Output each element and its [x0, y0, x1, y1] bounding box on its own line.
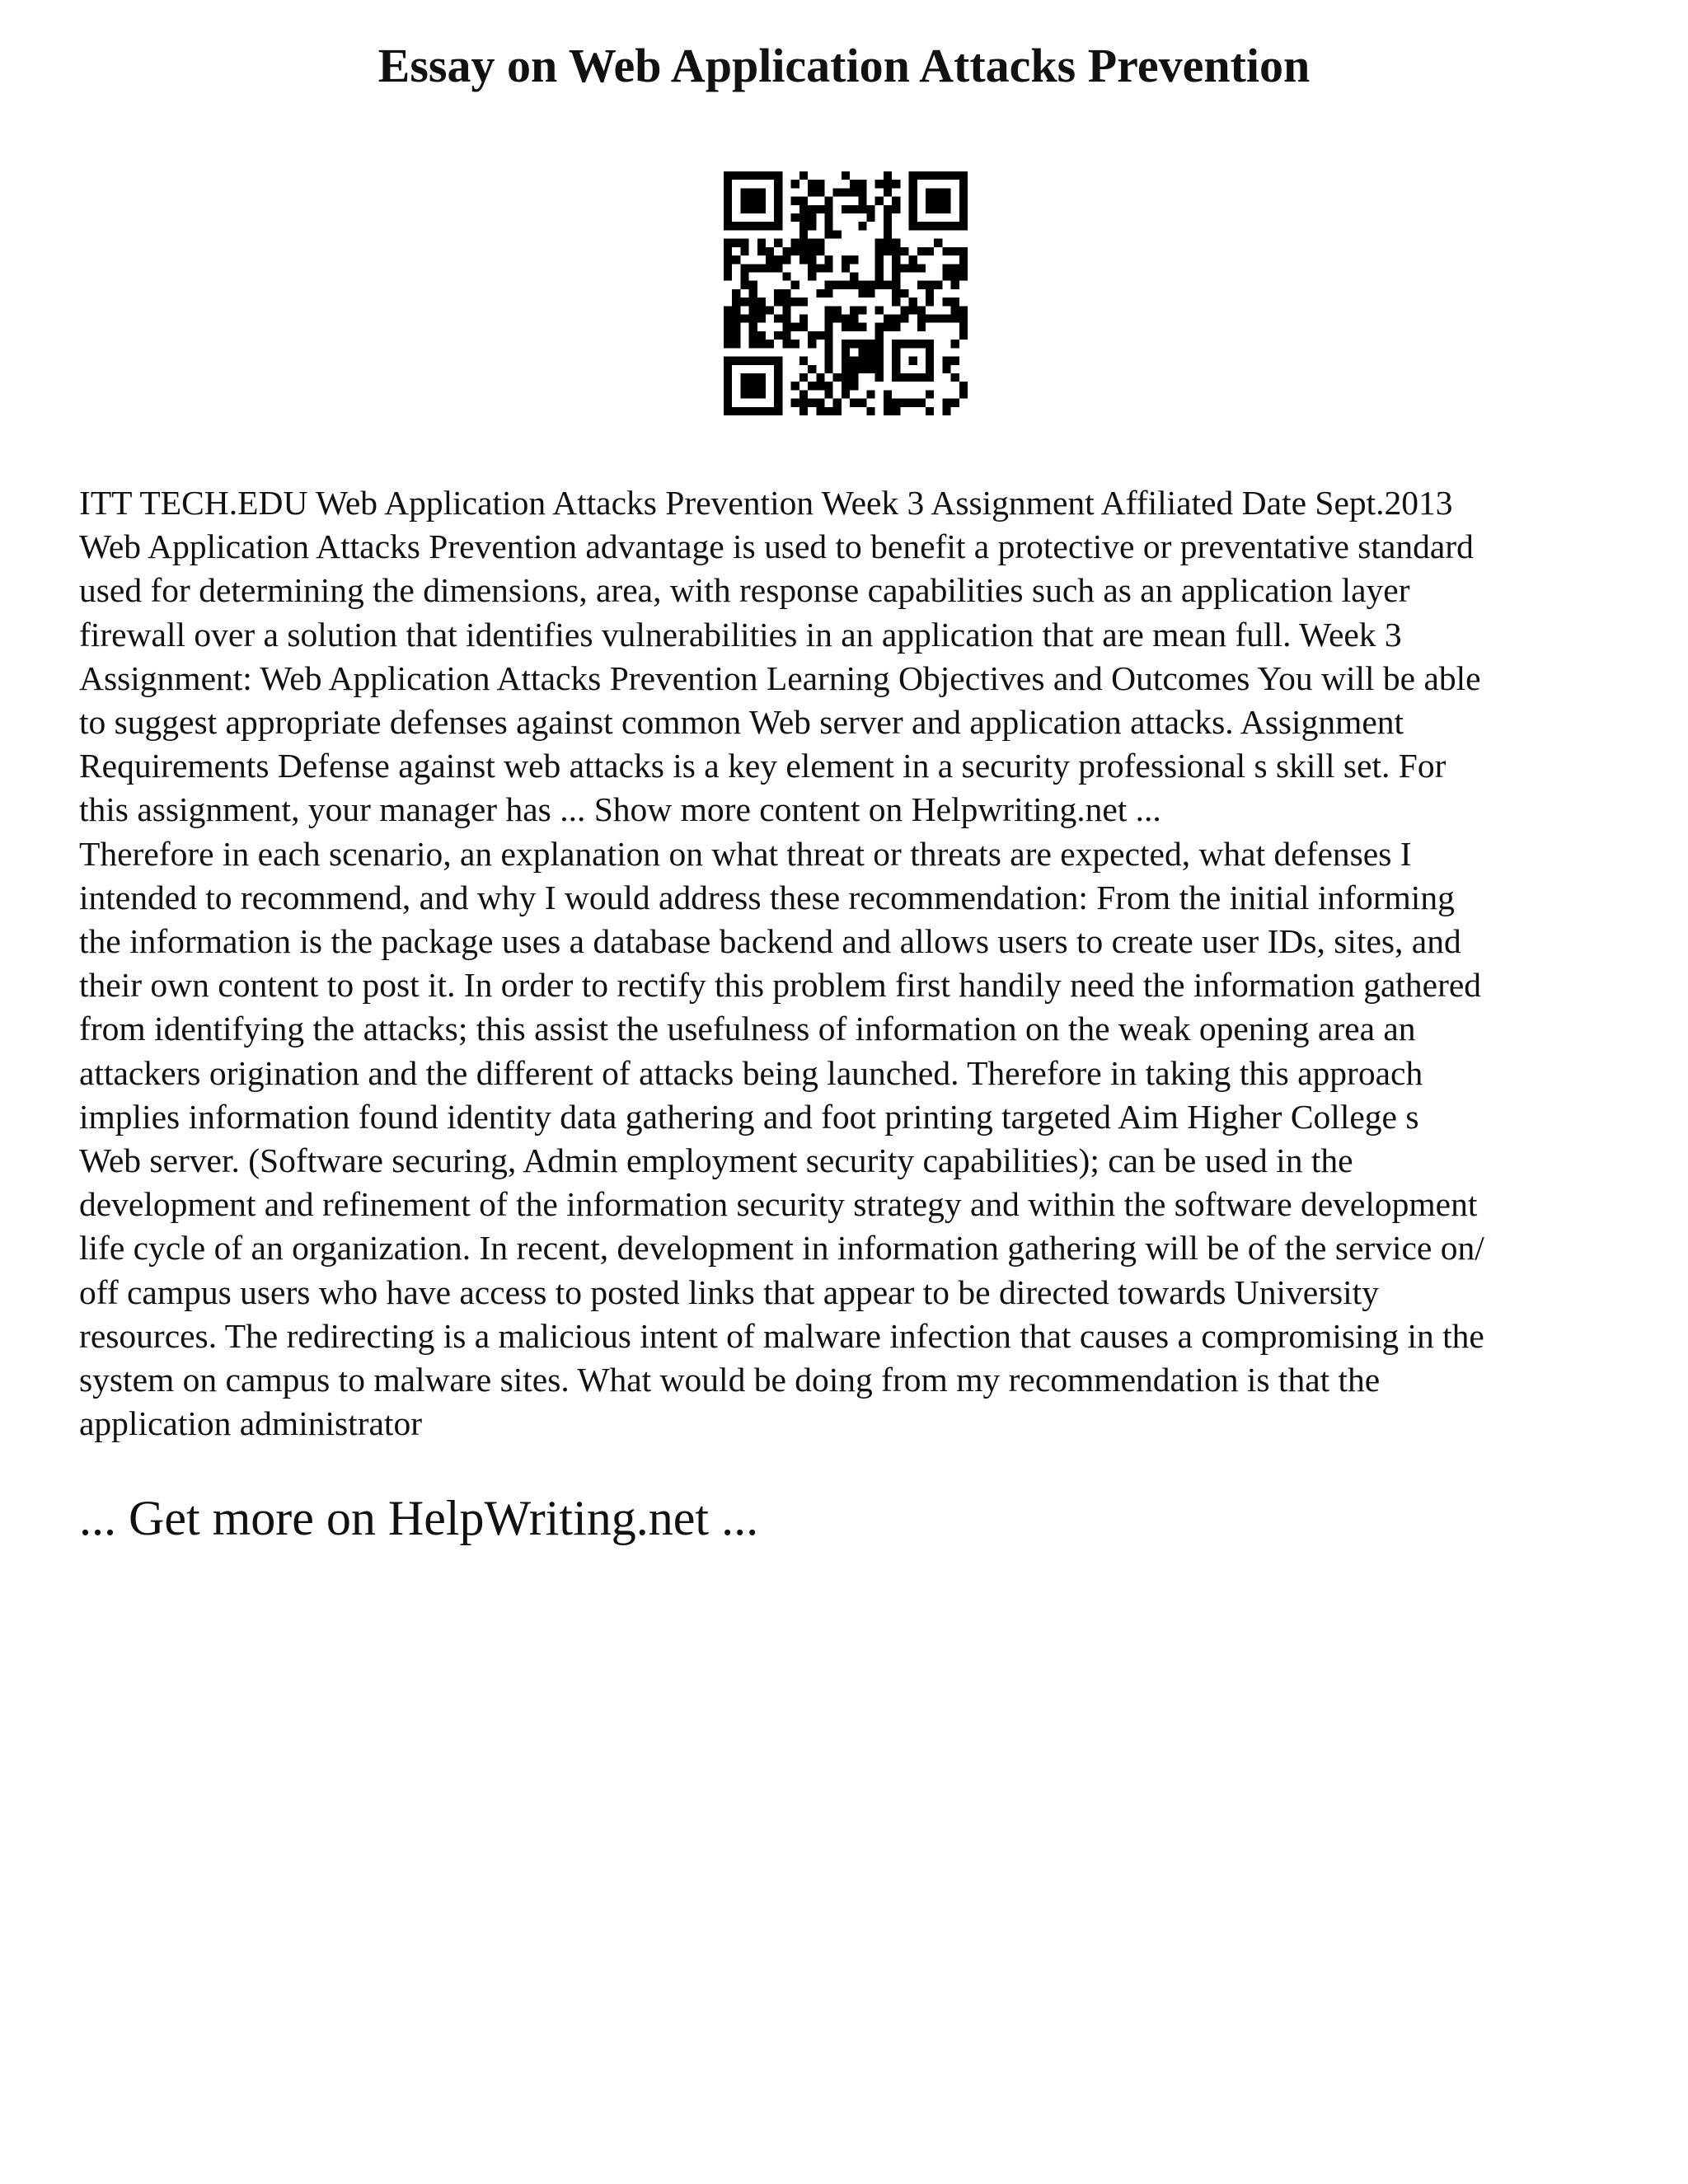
essay-paragraph-2: Therefore in each scenario, an explanation on what threat or threats are expected, what defenses I intended to recommend, and why I would address these recommendation: From the initial informing the information is the package uses a database backend and allows users to create user IDs, sites, and their own content to post it. In order to rectify this problem first handily need the information gathered from identifying the attacks; this assist the usefulness of information on the weak opening area an attackers origination and the different of attacks being launched. Therefore in taking this approach implies information found identity data gathering and foot printing targeted Aim Higher College s Web server. (Software securing, Admin employment security capabilities); can be used in the development and refinement of the information security strategy and within the software development life cycle of an organization. In recent, development in information gathering will be of the service on/ off campus users who have access to posted links that appear to be directed towards University resources. The redirecting is a malicious intent of malware infection that causes a compromising in the system on campus to malware sites. What would be doing from my recommendation is that the application administrator	[79, 834, 1484, 1443]
essay-paragraph-1: ITT TECH.EDU Web Application Attacks Prevention Week 3 Assignment Affiliated Date Sept.2013 Web Application Attacks Prevention advantage is used to benefit a protective or preventative standard used for determining the dimensions, area, with response capabilities such as an application layer firewall over a solution that identifies vulnerabilities in an application that are mean full. Week 3 Assignment: Web Application Attacks Prevention Learning Objectives and Outcomes You will be able to suggest appropriate defenses against common Web server and application attacks. Assignment Requirements Defense against web attacks is a key element in a security professional s skill set. For this assignment, your manager has ... Show more content on Helpwriting.net ...	[79, 484, 1481, 829]
qr-code-icon	[724, 171, 968, 415]
get-more-link[interactable]: ... Get more on HelpWriting.net ...	[79, 1491, 759, 1545]
page-title: Essay on Web Application Attacks Prevention	[377, 39, 1311, 92]
essay-body	[79, 481, 1620, 1446]
